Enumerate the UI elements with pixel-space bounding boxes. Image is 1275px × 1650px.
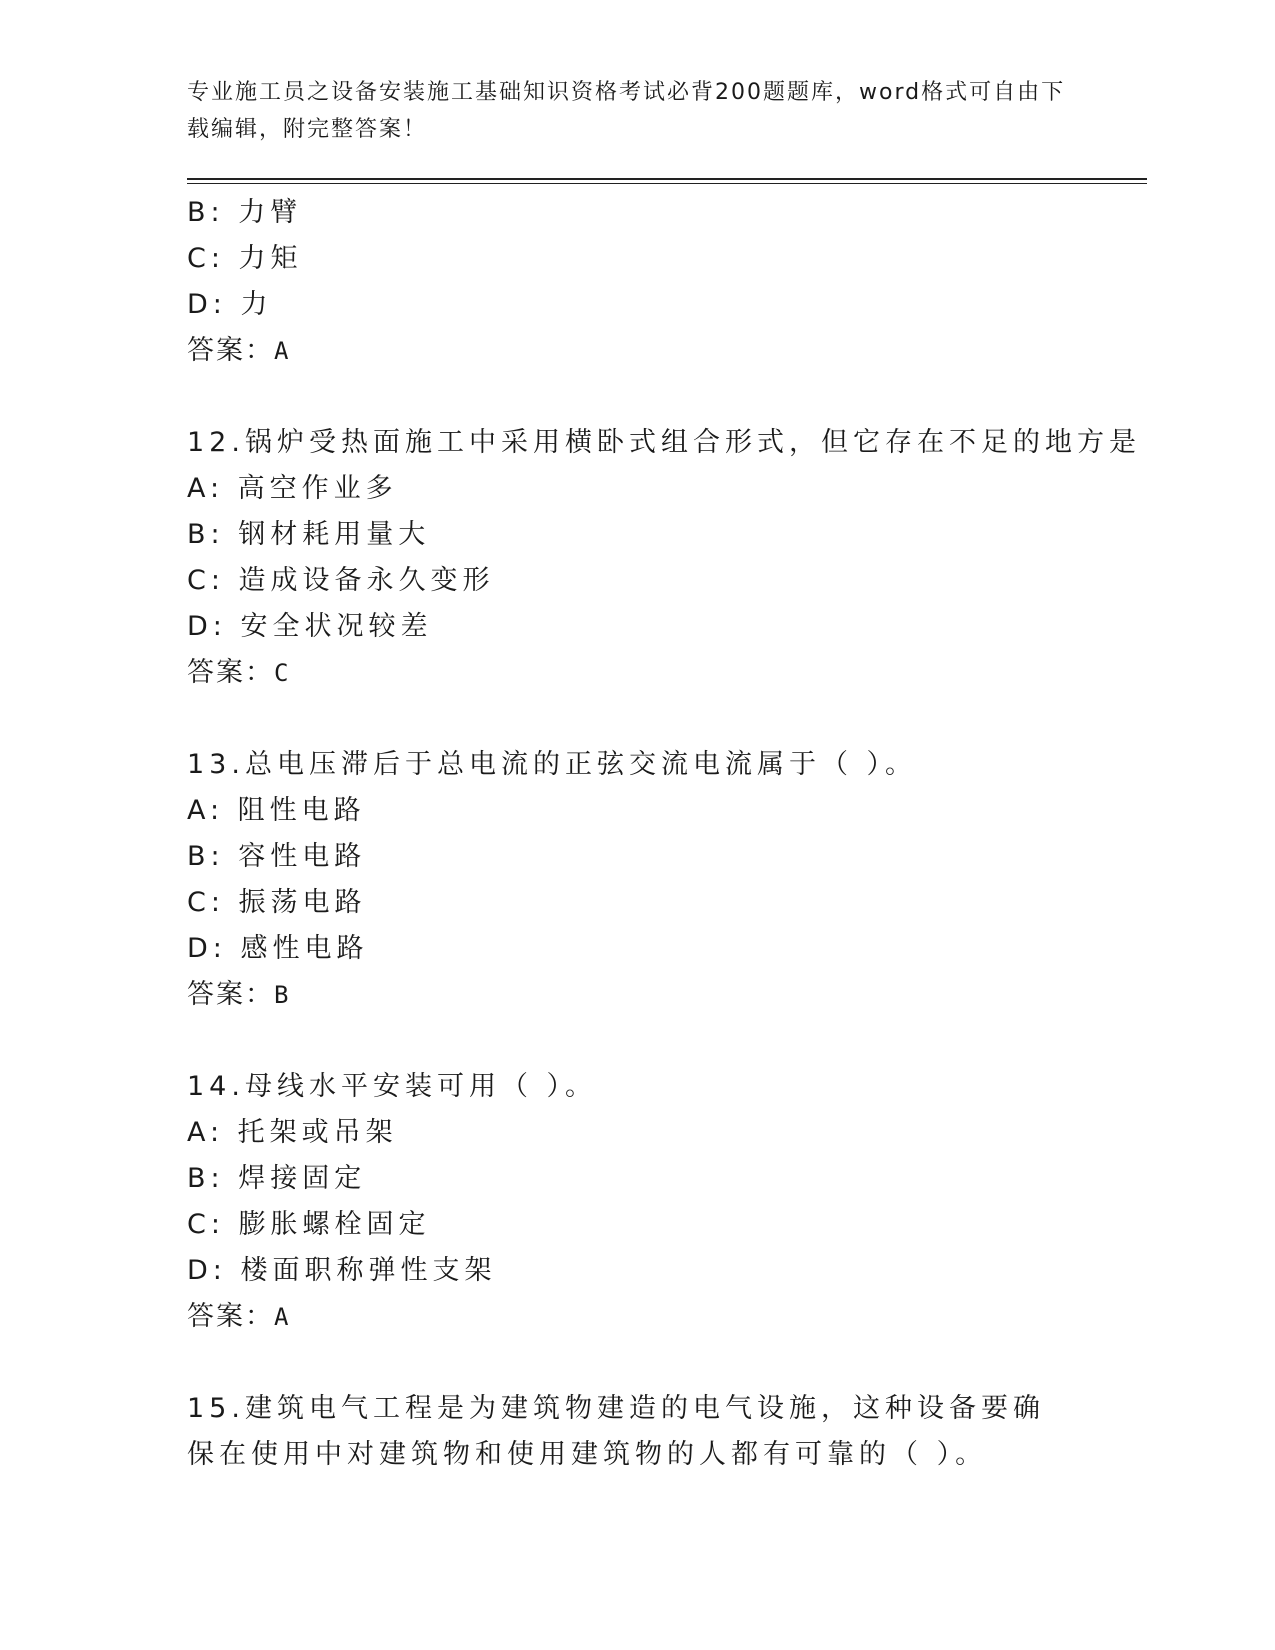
answer-value: C xyxy=(274,659,289,687)
answer-line xyxy=(187,328,1087,374)
answer-label: 答案： xyxy=(187,1301,274,1332)
answer-label: 答案： xyxy=(187,979,274,1010)
option-b: B: 力臂 xyxy=(187,197,303,228)
question-list xyxy=(187,190,1141,1478)
header-rule xyxy=(187,178,1147,180)
option-a: A: 阻性电路 xyxy=(187,795,366,826)
option-c: C: 膨胀螺栓固定 xyxy=(187,1209,431,1240)
answer-label: 答案： xyxy=(187,335,274,366)
option-a: A: 托架或吊架 xyxy=(187,1117,398,1148)
answer-value: B xyxy=(274,981,289,1009)
option-a: A: 高空作业多 xyxy=(187,473,398,504)
option-c: C: 造成设备永久变形 xyxy=(187,565,495,596)
answer-line xyxy=(187,972,1087,1018)
option-c: C: 力矩 xyxy=(187,243,303,274)
answer-line xyxy=(187,1294,1087,1340)
option-b: B: 钢材耗用量大 xyxy=(187,519,431,550)
question-stem: 13.总电压滞后于总电流的正弦交流电流属于（ ）。 xyxy=(187,749,918,780)
header-rule-thin xyxy=(187,183,1147,184)
answer-label: 答案： xyxy=(187,657,274,688)
option-d: D: 楼面职称弹性支架 xyxy=(187,1255,497,1286)
answer-value: A xyxy=(274,1303,289,1331)
question-stem: 12.锅炉受热面施工中采用横卧式组合形式，但它存在不足的地方是 xyxy=(187,427,1141,458)
option-d: D: 力 xyxy=(187,289,273,320)
option-d: D: 感性电路 xyxy=(187,933,369,964)
option-c: C: 振荡电路 xyxy=(187,887,367,918)
document-header: 专业施工员之设备安装施工基础知识资格考试必背200题题库，word格式可自由下载编辑，附完整答案！ xyxy=(187,80,1066,142)
option-d: D: 安全状况较差 xyxy=(187,611,433,642)
answer-line xyxy=(187,650,1087,696)
question-stem: 14.母线水平安装可用（ ）。 xyxy=(187,1071,598,1102)
question-stem: 15.建筑电气工程是为建筑物建造的电气设施，这种设备要确保在使用中对建筑物和使用建筑物的人都有可靠的（ ）。 xyxy=(187,1393,1045,1470)
option-b: B: 容性电路 xyxy=(187,841,367,872)
answer-value: A xyxy=(274,337,289,365)
option-b: B: 焊接固定 xyxy=(187,1163,367,1194)
